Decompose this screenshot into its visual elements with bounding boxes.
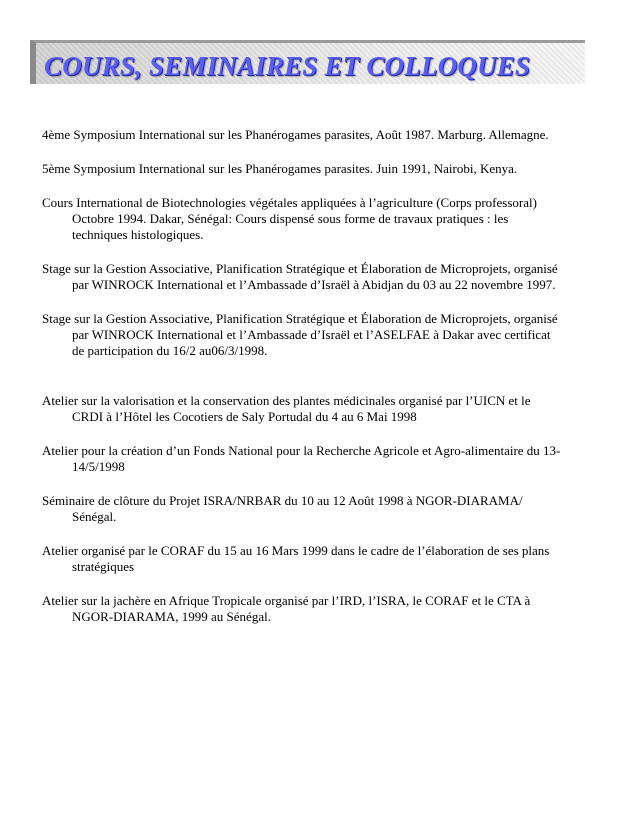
list-item: Stage sur la Gestion Associative, Planification Stratégique et Élaboration de Microprojets, organisé par WINROCK International et l’Ambassade d’Israël à Abidjan du 03 au 22 novembre 1997.: [42, 261, 558, 292]
entries-list: [42, 127, 562, 643]
page-title: COURS, SEMINAIRES ET COLLOQUES: [44, 51, 531, 81]
list-item: Stage sur la Gestion Associative, Planification Stratégique et Élaboration de Microprojets, organisé par WINROCK International et l’Ambassade d’Israël et l’ASELFAE à Dakar avec certificat de participation du 16/2 au06/3/1998.: [42, 311, 558, 358]
list-item: Séminaire de clôture du Projet ISRA/NRBAR du 10 au 12 Août 1998 à NGOR-DIARAMA/ Sénégal.: [42, 493, 523, 524]
list-item: Cours International de Biotechnologies végétales appliquées à l’agriculture (Corps professoral) Octobre 1994. Dakar, Sénégal: Cours dispensé sous forme de travaux pratiques : les techniques histologiques.: [42, 195, 537, 242]
list-item: Atelier sur la jachère en Afrique Tropicale organisé par l’IRD, l’ISRA, le CORAF et le CTA à NGOR-DIARAMA, 1999 au Sénégal.: [42, 593, 531, 624]
list-item: Atelier pour la création d’un Fonds National pour la Recherche Agricole et Agro-alimentaire du 13-14/5/1998: [42, 443, 561, 474]
list-item: 5ème Symposium International sur les Phanérogames parasites. Juin 1991, Nairobi, Kenya.: [42, 161, 518, 176]
list-item: 4ème Symposium International sur les Phanérogames parasites, Août 1987. Marburg. Allemagne.: [42, 127, 549, 142]
list-item: Atelier organisé par le CORAF du 15 au 16 Mars 1999 dans le cadre de l’élaboration de ses plans stratégiques: [42, 543, 550, 574]
title-banner: [30, 40, 585, 84]
list-item: Atelier sur la valorisation et la conservation des plantes médicinales organisé par l’UICN et le CRDI à l’Hôtel les Cocotiers de Saly Portudal du 4 au 6 Mai 1998: [42, 393, 531, 424]
